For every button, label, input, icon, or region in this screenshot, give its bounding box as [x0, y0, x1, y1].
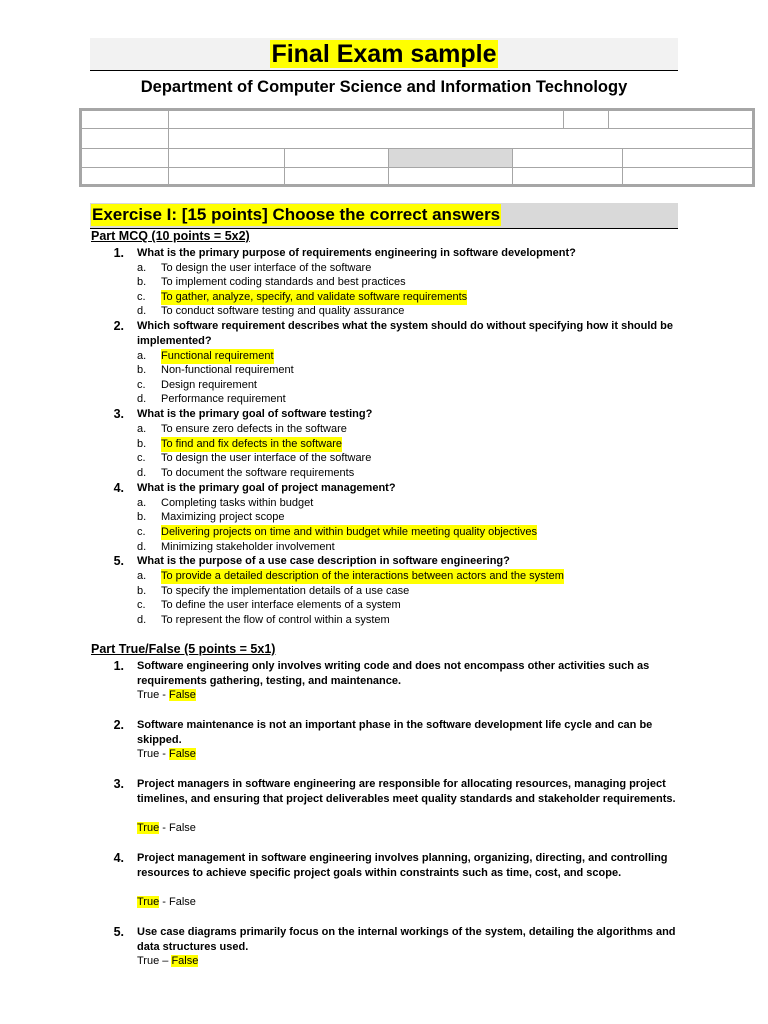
separator: - — [159, 689, 169, 701]
info-cell[interactable] — [608, 110, 753, 129]
true-option-correct[interactable]: True — [137, 822, 160, 834]
true-option[interactable]: True — [137, 955, 160, 967]
question-text: Project managers in software engineering are responsible for allocating resources, managing project timelines, and ensuring that project deliverables meet quality standards and stakeholder requirements. — [137, 778, 676, 805]
exercise-header — [90, 203, 678, 229]
info-cell[interactable] — [563, 110, 609, 129]
question-text: What is the primary purpose of requirements engineering in software development? — [137, 247, 576, 259]
true-option[interactable]: True — [137, 689, 160, 701]
option-text: Non-functional requirement — [161, 364, 294, 376]
option-text-correct: Functional requirement — [161, 350, 274, 362]
info-cell[interactable] — [284, 148, 389, 168]
separator: - — [159, 748, 169, 760]
option-text: To document the software requirements — [161, 467, 355, 479]
info-cell[interactable] — [168, 110, 564, 129]
info-cell[interactable] — [168, 128, 753, 149]
exercise-title: Exercise I: [15 points] Choose the correct answers — [92, 205, 501, 224]
option-text: To design the user interface of the software — [161, 262, 372, 274]
false-option-correct[interactable]: False — [169, 748, 196, 760]
student-info-table — [79, 108, 755, 187]
question-text: Use case diagrams primarily focus on the internal workings of the system, detailing the algorithms and data structures used. — [137, 926, 676, 953]
separator: – — [159, 955, 172, 967]
question-text: Software engineering only involves writing code and does not encompass other activities such as requirements gathering, testing, and maintenance. — [137, 660, 650, 687]
question-text: Software maintenance is not an important phase in the software development life cycle and can be skipped. — [137, 719, 653, 746]
question-number: 5. — [113, 925, 124, 939]
option-letter: c. — [137, 452, 146, 464]
option-text: Design requirement — [161, 379, 257, 391]
option-letter: a. — [137, 423, 147, 435]
option-letter: b. — [137, 438, 147, 450]
option-letter: c. — [137, 599, 146, 611]
option-letter: b. — [137, 511, 147, 523]
option-letter: a. — [137, 262, 147, 274]
option-text-correct: To find and fix defects in the software — [161, 438, 342, 450]
info-cell[interactable] — [512, 167, 623, 185]
option-letter: b. — [137, 364, 147, 376]
question-number: 2. — [113, 319, 124, 333]
option-text: Minimizing stakeholder involvement — [161, 541, 335, 553]
option-letter: d. — [137, 305, 147, 317]
question-number: 4. — [113, 481, 124, 495]
option-text: To design the user interface of the software — [161, 452, 372, 464]
question-text: Which software requirement describes what the system should do without specifying how it should be implemented? — [137, 320, 674, 347]
option-text: Maximizing project scope — [161, 511, 285, 523]
false-option-correct[interactable]: False — [171, 955, 199, 967]
option-text: To define the user interface elements of a system — [161, 599, 401, 611]
info-cell[interactable] — [168, 167, 285, 185]
option-text: To ensure zero defects in the software — [161, 423, 347, 435]
question-number: 1. — [113, 246, 124, 260]
question-number: 3. — [113, 777, 124, 791]
question-text: What is the purpose of a use case description in software engineering? — [137, 555, 510, 567]
option-letter: c. — [137, 291, 146, 303]
option-letter: d. — [137, 467, 147, 479]
option-letter: b. — [137, 585, 147, 597]
true-option[interactable]: True — [137, 748, 160, 760]
page-title: Final Exam sample — [271, 40, 497, 68]
option-text: Completing tasks within budget — [161, 497, 314, 509]
question-number: 1. — [113, 659, 124, 673]
option-letter: c. — [137, 526, 146, 538]
option-letter: a. — [137, 350, 147, 362]
option-text: To implement coding standards and best practices — [161, 276, 406, 288]
question-number: 2. — [113, 718, 124, 732]
option-text: To represent the flow of control within a system — [161, 614, 390, 626]
separator: - — [159, 822, 169, 834]
false-option[interactable]: False — [169, 822, 196, 834]
false-option-correct[interactable]: False — [169, 689, 196, 701]
info-cell[interactable] — [81, 110, 169, 129]
question-text: What is the primary goal of software testing? — [137, 408, 373, 420]
info-cell[interactable] — [622, 148, 753, 168]
info-cell[interactable] — [81, 128, 169, 149]
option-text-correct: To gather, analyze, specify, and validate software requirements — [161, 291, 468, 303]
true-option-correct[interactable]: True — [137, 896, 160, 908]
option-letter: c. — [137, 379, 146, 391]
department-heading: Department of Computer Science and Information Technology — [140, 78, 628, 96]
option-letter: d. — [137, 541, 147, 553]
title-bar — [90, 38, 678, 71]
separator: - — [159, 896, 169, 908]
option-text: To conduct software testing and quality assurance — [161, 305, 405, 317]
option-text-correct: Delivering projects on time and within budget while meeting quality objectives — [161, 526, 538, 538]
info-cell[interactable] — [284, 167, 389, 185]
option-text: To specify the implementation details of a use case — [161, 585, 410, 597]
info-cell[interactable] — [512, 148, 623, 168]
option-text: Performance requirement — [161, 393, 286, 405]
option-letter: a. — [137, 497, 147, 509]
question-text: What is the primary goal of project management? — [137, 482, 396, 494]
tf-heading: Part True/False (5 points = 5x1) — [91, 642, 276, 656]
info-cell[interactable] — [622, 167, 753, 185]
option-letter: d. — [137, 393, 147, 405]
info-cell[interactable] — [81, 167, 169, 185]
mcq-heading: Part MCQ (10 points = 5x2) — [91, 229, 250, 243]
info-cell[interactable] — [388, 167, 513, 185]
option-text-correct: To provide a detailed description of the interactions between actors and the system — [161, 570, 564, 582]
option-letter: a. — [137, 570, 147, 582]
false-option[interactable]: False — [169, 896, 196, 908]
question-number: 3. — [113, 407, 124, 421]
question-text: Project management in software engineering involves planning, organizing, directing, and controlling resources to achieve specific project goals within constraints such as time, cost, and scope. — [137, 852, 668, 879]
info-cell[interactable] — [81, 148, 169, 168]
question-number: 4. — [113, 851, 124, 865]
question-number: 5. — [113, 554, 124, 568]
option-letter: d. — [137, 614, 147, 626]
info-cell-shaded — [388, 148, 513, 168]
info-cell[interactable] — [168, 148, 285, 168]
option-letter: b. — [137, 276, 147, 288]
